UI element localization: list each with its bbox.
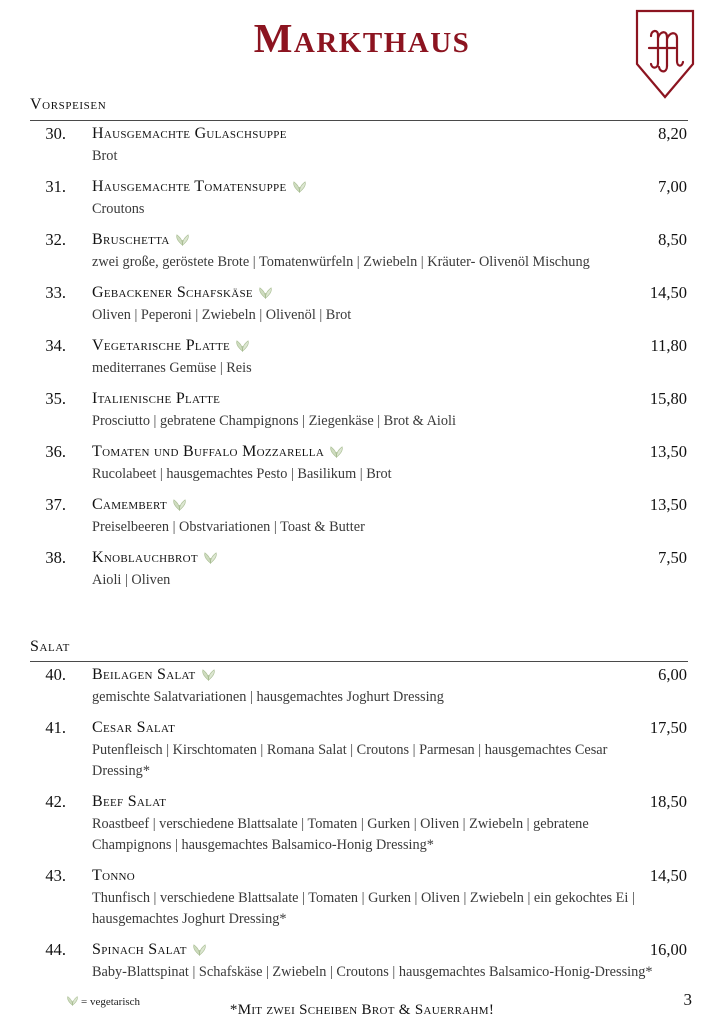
menu-item [0,439,724,492]
menu-item-head [0,333,724,358]
menu-item-head [0,439,724,464]
menu-item [0,333,724,386]
menu-item-spacer [0,273,724,280]
menu-item-number: 34. [45,335,66,355]
menu-item-description: Thunfisch | verschiedene Blattsalate | Tomaten | Gurken | Oliven | Zwiebeln | ein gekochtes Ei | hausgemachtes Joghurt Dressing* [92,890,635,928]
menu-item-spacer [0,167,724,174]
menu-item [0,863,724,937]
menu-item-spacer [0,326,724,333]
menu-item-name [92,231,190,249]
menu-item-price: 7,00 [658,176,687,196]
menu-item-head [0,280,724,305]
menu-item-name-label: Camembert [92,495,168,513]
menu-item-number: 42. [45,792,66,812]
menu-item-name-label: Hausgemachte Gulaschsuppe [92,124,287,142]
menu-item-description: Oliven | Peperoni | Zwiebeln | Olivenöl | Brot [92,306,352,323]
vegetarian-legend [66,995,140,1008]
menu-item-description: mediterranes Gemüse | Reis [92,359,252,376]
menu-item-number: 40. [45,665,66,685]
menu-item-name [92,443,344,461]
menu-item-head [0,863,724,888]
menu-item-spacer [0,485,724,492]
menu-item-number: 35. [45,388,66,408]
menu-item-spacer [0,930,724,937]
menu-item-spacer [0,220,724,227]
leaf-vegetarian-icon [192,943,207,956]
menu-item-name-label: Beilagen Salat [92,666,196,684]
menu-item-number: 38. [45,547,66,567]
menu-item-price: 8,50 [658,229,687,249]
menu-item-description: gemischte Salatvariationen | hausgemachtes Joghurt Dressing [92,689,444,706]
menu-item-price: 15,80 [649,388,687,408]
vegetarian-legend-label: = vegetarisch [81,996,141,1008]
menu-item-name-label: Cesar Salat [92,719,176,737]
menu-item-description: Aioli | Oliven [92,571,171,588]
menu-item-head [0,227,724,252]
menu-item-description: Putenfleisch | Kirschtomaten | Romana Salat | Croutons | Parmesan | hausgemachtes Cesar Dressing* [92,742,608,780]
menu-item-price: 13,50 [649,494,687,514]
menu-item-head [0,174,724,199]
menu-item [0,174,724,227]
leaf-vegetarian-icon [66,995,79,1006]
leaf-vegetarian-icon [175,233,190,246]
leaf-vegetarian-icon [201,668,216,681]
menu-item-name [92,666,216,684]
menu-item-spacer [0,432,724,439]
menu-item-name-label: Tomaten und Buffalo Mozzarella [92,442,325,460]
menu-item-number: 43. [45,866,66,886]
menu-item [0,121,724,174]
menu-item-description: Rucolabeet | hausgemachtes Pesto | Basilikum | Brot [92,465,392,482]
menu-item-name [92,496,187,514]
menu-item-number: 31. [45,176,66,196]
menu-item-head [0,386,724,411]
leaf-vegetarian-icon [203,551,218,564]
menu-item-head [0,662,724,687]
menu-item-name [92,941,207,959]
menu-item-head [0,715,724,740]
menu-item-head [0,545,724,570]
menu-item [0,789,724,863]
menu-item-spacer [0,782,724,789]
menu-item-name-label: Spinach Salat [92,941,187,959]
menu-item-price: 6,00 [658,665,687,685]
menu-item-number: 44. [45,940,66,960]
menu-item-head [0,789,724,814]
menu-item-name [92,125,287,143]
menu-item-number: 41. [45,718,66,738]
menu-item-name-label: Tonno [92,867,136,885]
menu-item-description: zwei große, geröstete Brote | Tomatenwürfeln | Zwiebeln | Kräuter- Olivenöl Mischung [92,253,590,270]
menu-footnote: *Mit zwei Scheiben Brot & Sauerrahm! [229,1002,495,1019]
menu-item-name [92,867,135,885]
section-spacer [0,598,724,638]
menu-item-name-label: Beef Salat [92,793,167,811]
menu-item-head [0,492,724,517]
menu-item-price: 8,20 [658,123,687,143]
menu-item-description: Croutons [92,200,145,217]
menu-item-spacer [0,538,724,545]
menu-item [0,662,724,715]
menu-item-price: 16,00 [649,940,687,960]
menu-item-name-label: Vegetarische Platte [92,336,231,354]
menu-item-name [92,178,307,196]
menu-item-name-label: Hausgemachte Tomatensuppe [92,177,287,195]
menu-item [0,227,724,280]
menu-item-number: 32. [45,229,66,249]
page-header [0,0,724,96]
menu-item-name-label: Gebackener Schafskäse [92,283,253,301]
menu-item [0,492,724,545]
menu-item-name-label: Knoblauchbrot [92,548,198,566]
menu-item-price: 14,50 [649,866,687,886]
menu-item-description: Roastbeef | verschiedene Blattsalate | Tomaten | Gurken | Oliven | Zwiebeln | gebratene Champignons | hausgemachtes Balsamico-Honig Dressing* [92,816,589,854]
menu-item-spacer [0,708,724,715]
menu-item-list [0,121,724,598]
menu-item [0,386,724,439]
leaf-vegetarian-icon [172,498,187,511]
menu-item-description: Brot [92,147,118,164]
menu-item-name [92,549,218,567]
leaf-vegetarian-icon [258,286,273,299]
menu-item-name-label: Bruschetta [92,230,170,248]
menu-item-name [92,719,175,737]
page-title: Markthaus [253,15,471,61]
menu-item-price: 11,80 [650,335,687,355]
menu-item-name [92,390,220,408]
menu-item-head [0,121,724,146]
menu-item-price: 17,50 [649,718,687,738]
leaf-vegetarian-icon [235,339,250,352]
menu-sections [0,96,724,990]
menu-item-name-label: Italienische Platte [92,389,221,407]
menu-item-number: 36. [45,441,66,461]
menu-item-spacer [0,379,724,386]
menu-item-list [0,662,724,990]
menu-item-head [0,937,724,962]
menu-item-description: Baby-Blattspinat | Schafskäse | Zwiebeln | Croutons | hausgemachtes Balsamico-Honig-Dressing* [92,964,653,981]
page-footer [0,982,724,1008]
leaf-vegetarian-icon [329,445,344,458]
menu-item-description: Preiselbeeren | Obstvariationen | Toast & Butter [92,518,365,535]
menu-item-price: 13,50 [649,441,687,461]
menu-item-name [92,284,273,302]
menu-item-number: 33. [45,282,66,302]
leaf-vegetarian-icon [292,180,307,193]
menu-item [0,715,724,789]
menu-item-number: 30. [45,123,66,143]
menu-section [0,638,724,991]
menu-item-price: 7,50 [658,547,687,567]
menu-item-spacer [0,591,724,598]
menu-item-description: Prosciutto | gebratene Champignons | Ziegenkäse | Brot & Aioli [92,412,456,429]
menu-item-name [92,793,166,811]
shield-crest-m-monogram-icon [634,8,696,100]
menu-item-number: 37. [45,494,66,514]
section-title: Salat [30,637,71,655]
menu-item-price: 14,50 [649,282,687,302]
menu-item [0,545,724,598]
menu-item-price: 18,50 [649,792,687,812]
section-title: Vorspeisen [30,96,107,113]
menu-item [0,280,724,333]
page-number: 3 [683,990,692,1009]
menu-item-name [92,337,250,355]
menu-section [0,96,724,598]
menu-item-spacer [0,856,724,863]
